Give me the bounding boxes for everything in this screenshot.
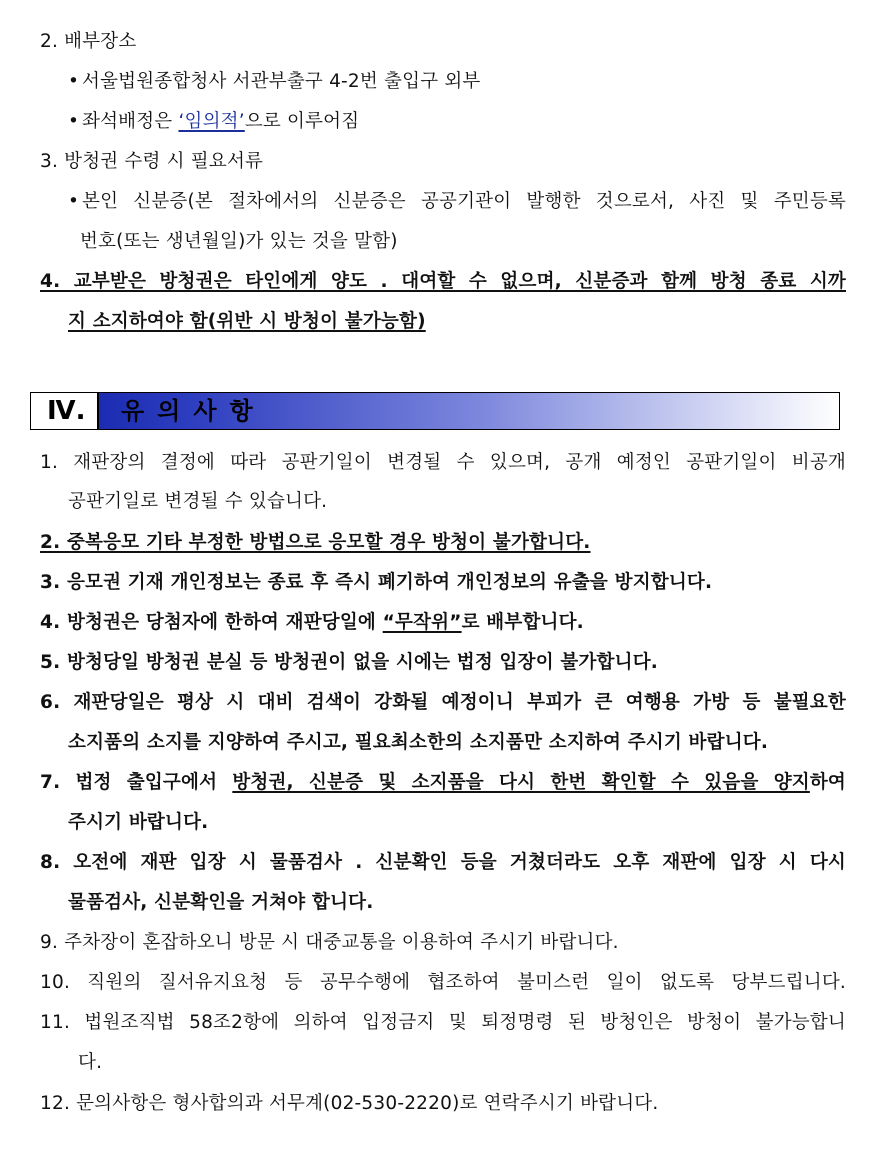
section-roman-numeral: Ⅳ.: [31, 393, 99, 429]
note-9: 9. 주차장이 혼잡하오니 방문 시 대중교통을 이용하여 주시기 바랍니다.: [40, 932, 619, 953]
note-7-pre: 7. 법정 출입구에서: [40, 772, 233, 793]
item-3-bullet-1-line-1-text: 본인 신분증(본 절차에서의 신분증은 공공기관이 발행한 것으로서, 사진 및 주민등록: [82, 191, 846, 212]
bullet-icon: •: [68, 71, 80, 92]
item-4-line-2: 지 소지하여야 함(위반 시 방청이 불가능함): [68, 311, 426, 332]
note-6-line-2: 소지품의 소지를 지양하여 주시고, 필요최소한의 소지품만 소지하여 주시기 바랍니다.: [68, 732, 769, 753]
note-1-line-2: 공판기일로 변경될 수 있습니다.: [68, 491, 328, 512]
section-title: 유의사항: [121, 397, 266, 425]
item-2-bullet-2-pre: 좌석배정은: [82, 111, 179, 132]
item-2-bullet-1-text: 서울법원종합청사 서관부출구 4-2번 출입구 외부: [82, 71, 481, 92]
note-12: 12. 문의사항은 형사합의과 서무계(02-530-2220)로 연락주시기 바랍니다.: [40, 1093, 659, 1114]
note-1-line-1: 1. 재판장의 결정에 따라 공판기일이 변경될 수 있으며, 공개 예정인 공판기일이 비공개: [40, 452, 846, 473]
item-2-title: 2. 배부장소: [40, 31, 137, 52]
item-2-bullet-2: [68, 110, 359, 134]
note-8-line-1: 8. 오전에 재판 입장 시 물품검사 . 신분확인 등을 거쳤더라도 오후 재판에 입장 시 다시: [40, 852, 846, 873]
bullet-icon: •: [68, 111, 80, 132]
note-8-line-2: 물품검사, 신분확인을 거쳐야 합니다.: [68, 892, 374, 913]
item-2-bullet-1: [68, 70, 481, 94]
note-4-emphasis: “무작위”: [382, 612, 462, 633]
note-7-line-1: [40, 771, 846, 795]
note-5: 5. 방청당일 방청권 분실 등 방청권이 없을 시에는 법정 입장이 불가합니다.: [40, 652, 658, 673]
bullet-icon: •: [68, 191, 80, 212]
item-3-title: 3. 방청권 수령 시 필요서류: [40, 151, 264, 172]
note-11-line-2: 다.: [78, 1052, 103, 1073]
note-7-emphasis: 방청권, 신분증 및 소지품을 다시 한번 확인할 수 있음을 양지: [232, 772, 810, 793]
note-2: 2. 중복응모 기타 부정한 방법으로 응모할 경우 방청이 불가합니다.: [40, 532, 591, 553]
item-2-bullet-2-post: 으로 이루어짐: [244, 111, 360, 132]
item-3-bullet-1-line-2: 번호(또는 생년월일)가 있는 것을 말함): [80, 231, 398, 252]
note-4: [40, 611, 584, 635]
item-4-line-1: 4. 교부받은 방청권은 타인에게 양도 . 대여할 수 없으며, 신분증과 함께 방청 종료 시까: [40, 271, 846, 292]
note-6-line-1: 6. 재판당일은 평상 시 대비 검색이 강화될 예정이니 부피가 큰 여행용 가방 등 불필요한: [40, 692, 846, 713]
note-4-pre: 4. 방청권은 당첨자에 한하여 재판당일에: [40, 612, 383, 633]
note-3: 3. 응모권 기재 개인정보는 종료 후 즉시 폐기하여 개인정보의 유출을 방지합니다.: [40, 572, 713, 593]
section-header: [30, 392, 840, 430]
item-3-bullet-1-line-1: [68, 190, 846, 214]
note-7-line-2: 주시기 바랍니다.: [68, 812, 209, 833]
note-7-post: 하여: [809, 772, 846, 793]
note-10: 10. 직원의 질서유지요청 등 공무수행에 협조하여 불미스런 일이 없도록 당부드립니다.: [40, 972, 846, 993]
note-11-line-1: 11. 법원조직법 58조2항에 의하여 입정금지 및 퇴정명령 된 방청인은 방청이 불가능합니: [40, 1012, 846, 1033]
note-4-post: 로 배부합니다.: [461, 612, 584, 633]
item-2-bullet-2-emphasis: ‘임의적’: [178, 111, 245, 132]
